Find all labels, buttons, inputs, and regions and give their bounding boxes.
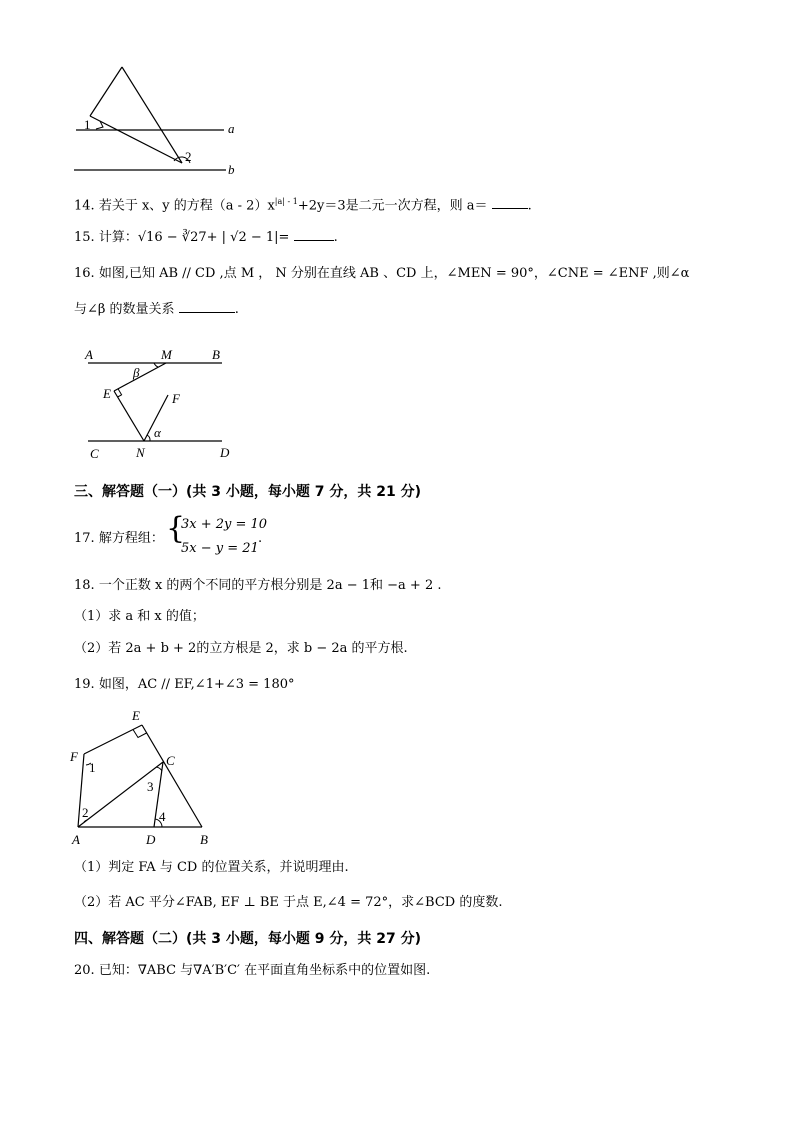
question-16-line2 [74,300,239,319]
q18-part1: （1）求 a 和 x 的值； [74,609,205,624]
angle-1-label: 1 [84,117,91,132]
q14-suffix: +2y＝3是二元一次方程，则 a＝ [297,198,488,214]
angle-4-label: 4 [159,809,166,824]
q17-eq1: 3x + 2y = 10 [181,517,268,532]
q18-number: 18. [74,578,95,593]
q18-text: 一个正数 x 的两个不同的平方根分别是 2a − 1和 −a + 2 . [98,578,442,593]
label-b: b [228,162,235,177]
q14-answer-blank[interactable] [492,196,528,209]
angle-2-label: 2 [82,805,89,820]
label-alpha: α [154,425,161,440]
q16-end: . [234,302,239,317]
question-17 [74,530,164,548]
angle-2-label: 2 [185,149,192,164]
label-A: A [72,832,80,847]
label-A: A [85,347,93,362]
q15-answer-blank[interactable] [294,228,334,241]
q14-end: . [527,198,532,214]
label-a: a [228,121,235,136]
label-C: C [90,446,99,461]
section-4-title: 四、解答题（二）(共 3 小题，每小题 9 分，共 27 分) [74,931,422,947]
q15-number: 15. [74,230,95,245]
question-14 [74,193,532,215]
label-B: B [212,347,220,362]
figure-16 [80,345,240,465]
q16-answer-blank[interactable] [179,300,235,313]
q19-part2: （2）若 AC 平分∠FAB, EF ⊥ BE 于点 E,∠4 = 72°，求∠BCD 的度数. [74,895,503,910]
label-N: N [136,445,145,460]
label-E: E [132,708,140,723]
system-brace: { [166,511,186,546]
angle-3-label: 3 [147,779,154,794]
q19-number: 19. [74,677,95,692]
question-19 [74,676,295,694]
q19-text: 如图，AC // EF,∠1+∠3 = 180° [98,677,295,692]
q15-end: . [333,230,338,245]
label-F: F [172,391,180,406]
q17-end: . [258,531,263,546]
question-18 [74,577,441,595]
q19-part1: （1）判定 FA 与 CD 的位置关系，并说明理由. [74,860,349,875]
angle-1-label: 1 [89,760,96,775]
label-B: B [200,832,208,847]
q15-text: 计算：√16 − ∛27+ | √2 − 1|= [98,230,290,245]
q16-number: 16. [74,266,95,281]
label-M: M [161,347,172,362]
q14-number: 14. [74,198,95,214]
question-16-line1 [74,265,689,283]
q18-part2: （2）若 2a + b + 2的立方根是 2，求 b − 2a 的平方根. [74,641,408,656]
q17-number: 17. [74,531,95,546]
figure-19 [68,705,228,850]
q14-exponent: |a| - 1 [274,197,298,206]
label-D: D [220,445,230,460]
figure-parallel-lines-triangle [60,60,260,185]
q17-eq2: 5x − y = 21 [181,541,259,556]
q16-line2: 与∠β 的数量关系 [74,302,175,317]
label-F: F [70,749,78,764]
q20-number: 20. [74,963,95,978]
q16-line1: 如图,已知 AB // CD ,点 M ， N 分别在直线 AB 、CD 上，∠MEN = 90°，∠CNE = ∠ENF ,则∠α [98,266,690,281]
q17-label: 解方程组： [98,531,164,546]
question-15 [74,228,338,247]
label-E: E [103,386,111,401]
label-D: D [146,832,156,847]
question-20 [74,962,430,980]
label-C: C [166,753,175,768]
label-beta: β [133,365,140,380]
q14-prefix: 若关于 x、y 的方程（a - 2）x [98,198,275,214]
section-3-title: 三、解答题（一）(共 3 小题，每小题 7 分，共 21 分) [74,484,422,500]
q20-text: 已知：∇ABC 与∇A′B′C′ 在平面直角坐标系中的位置如图. [98,963,431,978]
